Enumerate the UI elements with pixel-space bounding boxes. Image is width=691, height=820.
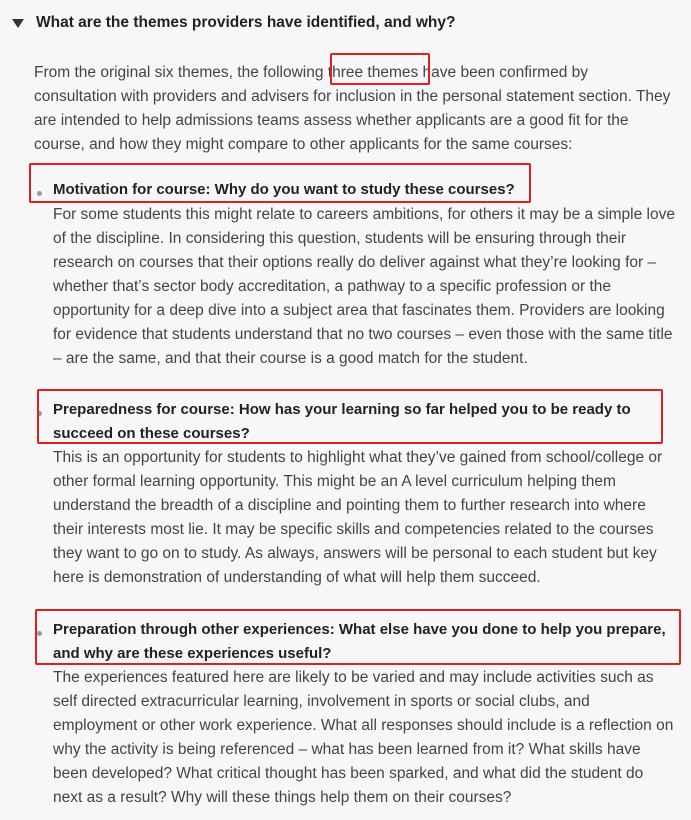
highlight-box-theme-1 bbox=[29, 163, 531, 203]
intro-text-before: From the original six themes, the following bbox=[34, 64, 328, 81]
intro-text-after: have been confirmed by consultation with providers and advisers for inclusion in the personal statement section. They are intended to help admissions teams assess whether applicants are a good fit for the course, and how they might compare to other applicants for the same courses: bbox=[34, 64, 671, 153]
accordion-title: What are the themes providers have identified, and why? bbox=[36, 14, 456, 31]
theme-body: The experiences featured here are likely to be varied and may include activities such as self directed extracurricular learning, involvement in sports or social clubs, and employment or other work experience. What all responses should include is a reflection on why the activity is being referenced – what has been learned from it? What skills have been developed? What critical thought has been sparked, and what did the student do next as a result? Why will these things help them on their courses? bbox=[53, 669, 674, 806]
accordion-header[interactable] bbox=[8, 8, 678, 38]
highlight-box-theme-2 bbox=[37, 389, 663, 444]
theme-title: Motivation for course: Why do you want to study these courses? bbox=[53, 181, 515, 198]
highlight-box-theme-3 bbox=[35, 609, 681, 665]
theme-title: Preparation through other experiences: What else have you done to help you prepare, and why are these experiences useful? bbox=[53, 621, 666, 662]
theme-title: Preparedness for course: How has your learning so far helped you to be ready to succeed on these courses? bbox=[53, 401, 631, 442]
theme-body: This is an opportunity for students to highlight what they’ve gained from school/college or other formal learning opportunity. This might be an A level curriculum helping them understand the breadth of a discipline and pointing them to further research into where their interests most lie. It may be specific skills and competencies related to the courses they want to go on to study. As always, answers will be personal to each student but key here is demonstration of understanding of what will help them succeed. bbox=[53, 449, 663, 586]
intro-highlight-text: three themes bbox=[327, 64, 419, 81]
highlight-box-three-themes bbox=[327, 53, 430, 85]
theme-body: For some students this might relate to careers ambitions, for others it may be a simple love of the discipline. In considering this question, students will be ensuring through their research on courses that their options really do deliver against what they’re looking for – whether that’s sector body accreditation, a pathway to a specific profession or the opportunity for a deep dive into a subject area that fascinates them. Providers are looking for evidence that students understand that no two courses – even those with the same title – are the same, and that their course is a good match for the student. bbox=[53, 206, 675, 367]
triangle-down-icon[interactable] bbox=[12, 19, 24, 28]
